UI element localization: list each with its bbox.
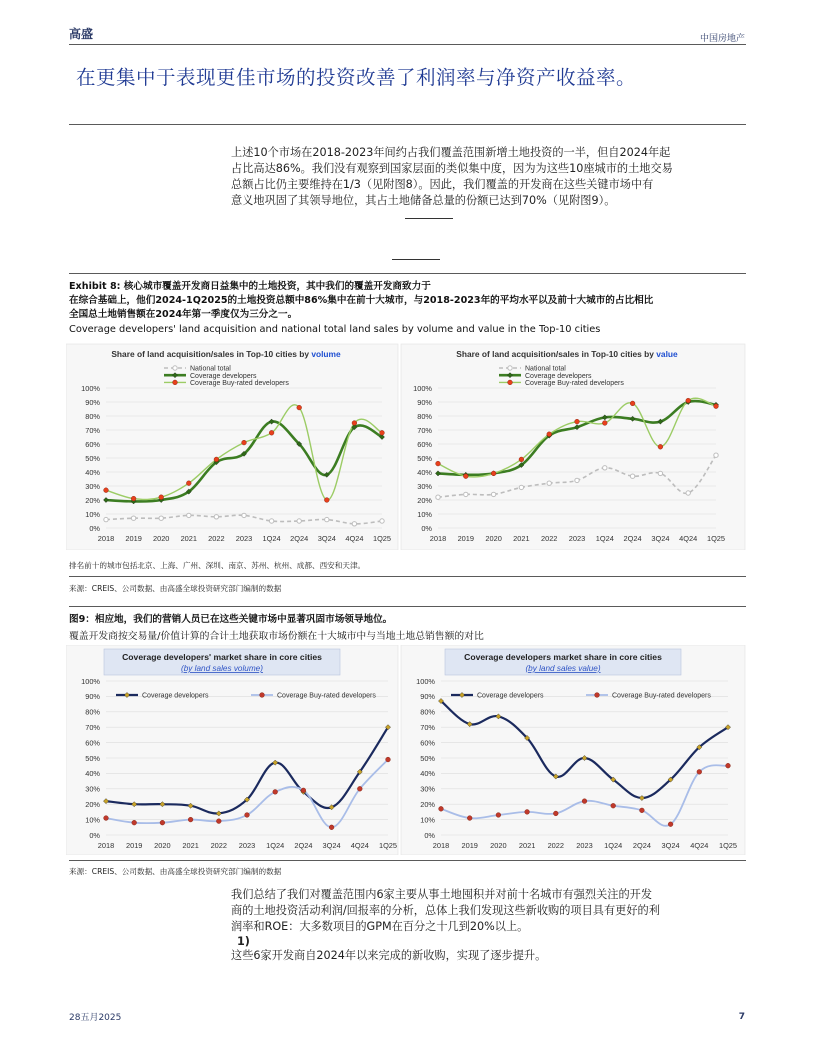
x-tick-label: 4Q24 — [350, 841, 369, 850]
data-point — [658, 471, 662, 475]
data-point — [436, 461, 441, 466]
summary-line: 我们总结了我们对覆盖范围内6家主要从事土地囤积并对前十名城市有强烈关注的开发 — [231, 888, 653, 901]
data-point — [132, 820, 137, 825]
data-point — [525, 810, 530, 815]
x-tick-label: 3Q24 — [651, 534, 670, 543]
y-tick-label: 0% — [89, 830, 100, 840]
data-point — [301, 788, 306, 793]
y-tick-label: 50% — [85, 453, 100, 463]
legend-label: National total — [190, 365, 231, 373]
data-point — [269, 519, 273, 523]
chart-title-emphasis: value — [656, 349, 678, 359]
x-tick-label: 1Q25 — [372, 534, 392, 543]
data-point — [547, 432, 552, 437]
x-tick-label: 2020 — [152, 534, 170, 543]
chart-panel — [401, 645, 745, 855]
x-tick-label: 1Q25 — [706, 534, 726, 543]
exhibit9-bottom-rule — [69, 860, 746, 861]
y-tick-label: 50% — [420, 753, 435, 763]
data-point — [104, 517, 108, 521]
x-tick-label: 3Q24 — [661, 841, 680, 850]
y-tick-label: 10% — [417, 509, 432, 519]
y-tick-label: 100% — [81, 383, 100, 393]
x-tick-label: 1Q24 — [595, 534, 614, 543]
data-point — [439, 806, 444, 811]
data-point — [519, 457, 524, 462]
data-point — [714, 404, 719, 409]
y-tick-label: 100% — [81, 676, 100, 686]
data-point — [463, 474, 468, 479]
legend-marker — [173, 366, 177, 370]
chart-market-share-volume — [66, 645, 398, 855]
x-tick-label: 2019 — [125, 534, 142, 543]
exhibit8-note: 排名前十的城市包括北京、上海、广州、深圳、南京、苏州、杭州、成都、西安和天津。 — [69, 561, 366, 570]
y-tick-label: 0% — [421, 523, 432, 533]
chart-market-share-value — [401, 645, 745, 855]
data-point — [519, 485, 523, 489]
y-tick-label: 70% — [417, 425, 432, 435]
data-point — [357, 786, 362, 791]
data-point — [297, 405, 302, 410]
x-tick-label: 2019 — [461, 841, 478, 850]
legend-marker — [173, 380, 178, 385]
x-tick-label: 4Q24 — [345, 534, 364, 543]
y-tick-label: 40% — [85, 769, 100, 779]
data-point — [159, 495, 164, 500]
legend-label: Coverage developers — [477, 692, 544, 700]
data-point — [242, 513, 246, 517]
y-tick-label: 30% — [420, 784, 435, 794]
x-tick-label: 1Q24 — [266, 841, 285, 850]
data-point — [496, 813, 501, 818]
data-point — [630, 401, 635, 406]
brand-logo-text: 高盛 — [69, 27, 94, 41]
list-marker: 1) — [237, 935, 250, 948]
y-tick-label: 70% — [420, 723, 435, 732]
y-tick-label: 40% — [85, 467, 100, 477]
y-tick-label: 20% — [85, 800, 100, 809]
data-point — [491, 471, 496, 476]
chart-subtitle: (by land sales volume) — [181, 664, 263, 673]
intro-line: 总额占比仍主要维持在1/3（见附图8）。因此，我们覆盖的开发商在这些关键市场中有 — [231, 178, 654, 191]
legend-label: Coverage Buy-rated developers — [190, 380, 289, 387]
exhibit8-title-line: 在综合基础上，他们2024-1Q2025的土地投资总额中86%集中在前十大城市，与2018-2023年的平均水平以及前十大城市的占比相比 — [69, 295, 654, 306]
data-point — [467, 816, 472, 821]
data-point — [611, 803, 616, 808]
data-point — [603, 466, 607, 470]
x-tick-label: 2019 — [125, 841, 143, 850]
exhibit9-chart-area — [66, 645, 746, 855]
data-point — [214, 515, 218, 519]
x-tick-label: 2021 — [518, 841, 536, 850]
y-tick-label: 0% — [424, 830, 435, 840]
legend-label: National total — [525, 365, 566, 373]
data-point — [324, 498, 329, 503]
chart-volume-share — [66, 344, 398, 550]
data-point — [188, 817, 193, 822]
y-tick-label: 30% — [85, 784, 100, 794]
x-tick-label: 2018 — [432, 841, 450, 850]
x-tick-label: 2018 — [429, 534, 447, 543]
chart-title: Coverage developers' market share in core cities — [122, 652, 322, 662]
data-point — [131, 516, 135, 520]
separator-line — [405, 218, 453, 219]
data-point — [386, 757, 391, 762]
y-tick-label: 90% — [420, 692, 435, 702]
exhibit9-source: 来源：CREIS、公司数据、由高盛全球投资研究部门编制的数据 — [69, 867, 282, 876]
chart-title-main: Share of land acquisition/sales in Top-10 cities by — [111, 349, 312, 359]
chart-title-main: Share of land acquisition/sales in Top-10 cities by — [456, 349, 657, 359]
data-point — [160, 820, 165, 825]
intro-paragraph — [231, 145, 746, 209]
data-point — [640, 808, 645, 813]
data-point — [245, 813, 250, 818]
y-tick-label: 80% — [417, 411, 432, 421]
x-tick-label: 3Q24 — [322, 841, 341, 850]
section-label: 中国房地产 — [699, 34, 745, 44]
x-tick-label: 1Q25 — [718, 841, 738, 850]
y-tick-label: 30% — [417, 481, 432, 491]
y-tick-label: 60% — [85, 738, 100, 748]
exhibit9-top-rule — [69, 606, 746, 607]
legend-label: Coverage Buy-rated developers — [525, 380, 624, 387]
x-tick-label: 2022 — [540, 534, 558, 543]
data-point — [464, 492, 468, 496]
y-tick-label: 100% — [416, 676, 435, 686]
legend-label: Coverage developers — [525, 372, 592, 380]
y-tick-label: 40% — [420, 769, 435, 779]
data-point — [547, 481, 551, 485]
x-tick-label: 3Q24 — [317, 534, 336, 543]
summary-paragraph — [231, 887, 746, 935]
data-point — [380, 430, 385, 435]
y-tick-label: 70% — [85, 425, 100, 435]
exhibit9-subtitle: 覆盖开发商按交易量/价值计算的合计土地获取市场份额在十大城市中与当地土地总销售额的对比 — [69, 631, 484, 642]
data-point — [216, 819, 221, 824]
exhibit8-top-rule — [69, 273, 746, 274]
data-point — [575, 478, 579, 482]
data-point — [352, 421, 357, 426]
x-tick-label: 2023 — [238, 841, 256, 850]
page-number: 7 — [738, 1012, 745, 1022]
legend-marker — [260, 693, 265, 698]
x-tick-label: 4Q24 — [679, 534, 698, 543]
exhibit8-subtitle: Coverage developers' land acquisition and national total land sales by volume and value in the Top-10 cities — [69, 324, 601, 335]
y-tick-label: 100% — [413, 383, 432, 393]
x-tick-label: 1Q24 — [262, 534, 281, 543]
x-tick-label: 2021 — [180, 534, 198, 543]
x-tick-label: 2020 — [154, 841, 171, 850]
data-point — [242, 440, 247, 445]
y-tick-label: 0% — [89, 523, 100, 533]
chart-title: Coverage developers market share in core cities — [464, 652, 662, 662]
data-point — [273, 789, 278, 794]
exhibit8-title-line: Exhibit 8: 核心城市覆盖开发商日益集中的土地投资，其中我们的覆盖开发商致力于 — [69, 281, 431, 292]
y-tick-label: 50% — [417, 453, 432, 463]
data-point — [104, 488, 109, 493]
data-point — [325, 517, 329, 521]
y-tick-label: 80% — [85, 411, 100, 421]
x-tick-label: 2020 — [490, 841, 507, 850]
y-tick-label: 90% — [85, 397, 100, 407]
x-tick-label: 2018 — [97, 841, 115, 850]
y-tick-label: 70% — [85, 723, 100, 732]
headline-rule — [69, 124, 746, 125]
x-tick-label: 2021 — [182, 841, 199, 850]
legend-label: Coverage developers — [142, 692, 209, 700]
list-item-text: 这些6家开发商自2024年以来完成的新收购，实现了逐步提升。 — [231, 949, 547, 962]
exhibit8-note-rule — [69, 576, 746, 577]
data-point — [269, 430, 274, 435]
data-point — [104, 816, 109, 821]
header-rule — [69, 44, 746, 45]
y-tick-label: 10% — [85, 815, 100, 825]
x-tick-label: 2023 — [576, 841, 593, 850]
data-point — [686, 491, 690, 495]
y-tick-label: 40% — [417, 467, 432, 477]
exhibit9-title: 图9：相应地，我们的营销人员已在这些关键市场中显著巩固市场领导地位。 — [69, 614, 393, 625]
data-point — [697, 769, 702, 774]
legend-marker — [508, 380, 513, 385]
data-point — [131, 496, 136, 501]
y-tick-label: 20% — [85, 495, 100, 505]
data-point — [329, 825, 334, 830]
legend-marker — [508, 366, 512, 370]
y-tick-label: 80% — [85, 707, 100, 717]
legend-label: Coverage developers — [190, 372, 257, 380]
separator-line — [392, 259, 440, 260]
x-tick-label: 2Q24 — [623, 534, 642, 543]
y-tick-label: 90% — [417, 397, 432, 407]
summary-line: 商的土地投资活动利润/回报率的分析，总体上我们发现这些新收购的项目具有更好的利 — [231, 904, 660, 917]
data-point — [630, 474, 634, 478]
chart-panel — [66, 645, 398, 855]
x-tick-label: 2021 — [513, 534, 530, 543]
y-tick-label: 30% — [85, 481, 100, 491]
footer-date: 28五月2025 — [69, 1013, 122, 1023]
legend-label: Coverage Buy-rated developers — [612, 692, 711, 700]
data-point — [297, 519, 301, 523]
chart-value-share — [401, 344, 745, 550]
y-tick-label: 80% — [420, 707, 435, 717]
x-tick-label: 2019 — [457, 534, 475, 543]
data-point — [553, 811, 558, 816]
x-tick-label: 1Q25 — [378, 841, 398, 850]
data-point — [187, 513, 191, 517]
x-tick-label: 2Q24 — [294, 841, 313, 850]
x-tick-label: 2023 — [568, 534, 586, 543]
data-point — [686, 398, 691, 403]
data-point — [602, 421, 607, 426]
y-tick-label: 10% — [420, 815, 435, 825]
exhibit8-title — [69, 280, 759, 322]
x-tick-label: 2020 — [485, 534, 502, 543]
intro-line: 意义地巩固了其领导地位，其占土地储备总量的份额已达到70%（见附图9）。 — [231, 194, 616, 207]
data-point — [726, 763, 731, 768]
intro-line: 占比高达86%。我们没有观察到国家层面的类似集中度，因为为这些10座城市的土地交易 — [231, 162, 673, 175]
data-point — [436, 495, 440, 499]
x-tick-label: 2Q24 — [632, 841, 651, 850]
legend-label: Coverage Buy-rated developers — [277, 692, 376, 700]
intro-line: 上述10个市场在2018-2023年间约占我们覆盖范围新增土地投资的一半，但自2024年起 — [231, 146, 671, 159]
y-tick-label: 60% — [420, 738, 435, 748]
x-tick-label: 1Q24 — [604, 841, 623, 850]
page-headline: 在更集中于表现更佳市场的投资改善了利润率与净资产收益率。 — [76, 66, 637, 89]
y-tick-label: 10% — [85, 509, 100, 519]
data-point — [668, 822, 673, 827]
data-point — [582, 799, 587, 804]
x-tick-label: 2022 — [210, 841, 228, 850]
legend-marker — [595, 693, 600, 698]
data-point — [714, 453, 718, 457]
data-point — [159, 516, 163, 520]
data-point — [491, 492, 495, 496]
x-tick-label: 4Q24 — [690, 841, 709, 850]
y-tick-label: 50% — [85, 753, 100, 763]
x-tick-label: 2Q24 — [290, 534, 309, 543]
data-point — [214, 457, 219, 462]
data-point — [575, 419, 580, 424]
exhibit8-chart-area — [66, 340, 746, 550]
data-point — [380, 519, 384, 523]
x-tick-label: 2018 — [97, 534, 115, 543]
data-point — [658, 444, 663, 449]
chart-title — [456, 349, 678, 359]
x-tick-label: 2023 — [235, 534, 253, 543]
x-tick-label: 2022 — [547, 841, 565, 850]
summary-line: 润率和ROE：大多数项目的GPM在百分之十几到20%以上。 — [231, 920, 529, 933]
chart-title-emphasis: volume — [311, 349, 341, 359]
y-tick-label: 20% — [417, 495, 432, 505]
data-point — [352, 522, 356, 526]
exhibit8-title-line: 全国总土地销售额在2024年第一季度仅为三分之一。 — [69, 309, 298, 320]
chart-subtitle: (by land sales value) — [525, 664, 601, 673]
y-tick-label: 60% — [417, 439, 432, 449]
x-tick-label: 2022 — [208, 534, 225, 543]
data-point — [186, 481, 191, 486]
exhibit8-source: 来源：CREIS、公司数据、由高盛全球投资研究部门编制的数据 — [69, 584, 282, 593]
chart-title — [111, 349, 341, 359]
y-tick-label: 90% — [85, 692, 100, 702]
y-tick-label: 20% — [420, 800, 435, 809]
y-tick-label: 60% — [85, 439, 100, 449]
